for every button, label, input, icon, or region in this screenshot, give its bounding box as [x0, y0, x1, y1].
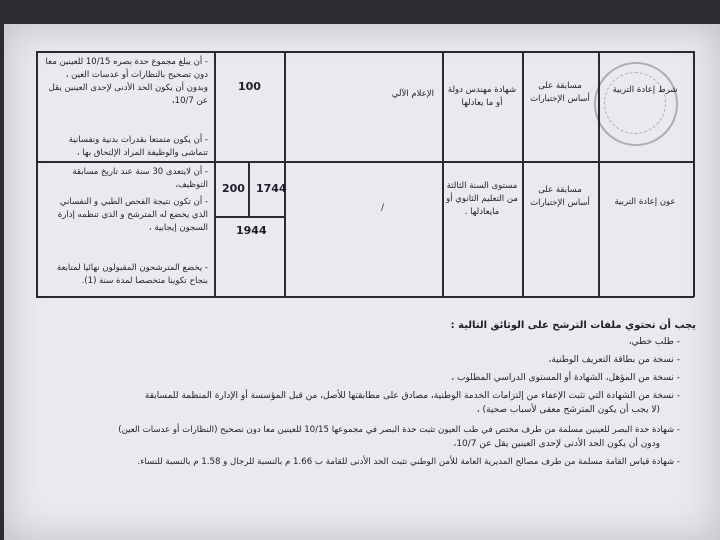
docs-item: (لا يجب أن يكون المترشح معفى لأسباب صحية) ، [476, 405, 660, 415]
docs-item: - طلب خطي، [628, 337, 680, 347]
table-col-line [442, 51, 444, 297]
row1-specialty: الإعلام الآلي [391, 89, 434, 99]
row2-count-a: 1744 [256, 182, 287, 195]
row1-condition: - أن يكون متمتعا بقدرات بدنية ونفسانية تتماشى والوظيفة المراد الإلتحاق بها ، [68, 135, 208, 158]
row2-diploma: مستوى السنة الثالثة من التعليم الثانوي أو مايعادلها . [446, 181, 518, 217]
table-border-mid [36, 161, 694, 163]
row1-count: 100 [238, 80, 261, 93]
docs-item: - نسخة من بطاقة التعريف الوطنية، [548, 355, 680, 365]
table-border-bottom [36, 296, 694, 298]
document-page [4, 24, 720, 540]
row2-specialty: / [381, 203, 384, 213]
row2-mode: مسابقة على أساس الإختبارات [530, 185, 590, 208]
docs-item: ودون أن يكون الحد الأدنى لإحدى العينين يقل عن 10/7، [453, 439, 660, 449]
row1-rank: شرط إعادة التربية [612, 85, 678, 95]
count-split-vertical [248, 161, 250, 217]
row2-condition: - يخضع المترشحون المقبولون نهائيا لمتابعة بنجاح تكوينا متخصصا لمدة سنة (1). [56, 263, 208, 286]
row2-count-b: 200 [222, 182, 245, 195]
row1-diploma: شهادة مهندس دولة أو ما يعادلها [447, 85, 517, 108]
total-count: 1944 [236, 224, 267, 237]
docs-item: - نسخة من المؤهل، الشهادة أو المستوى الدراسي المطلوب ، [451, 373, 680, 383]
table-border-left [36, 51, 38, 297]
table-col-line [284, 51, 286, 297]
table-border-right [693, 51, 695, 297]
official-stamp [594, 62, 678, 146]
docs-heading: يجب أن تحتوي ملفات الترشح على الوثائق التالية : [450, 320, 696, 331]
table-col-line [214, 51, 216, 297]
row1-mode: مسابقة على أساس الإختبارات [530, 81, 590, 104]
docs-item: - شهادة قياس القامة مسلمة من طرف مصالح المديرية العامة للأمن الوطني تثبت الحد الأدنى للقامة ب 1.66 م بالنسبة للرجال و 1.58 م بالنسبة للنساء. [137, 457, 680, 467]
row1-condition: - أن يبلغ مجموع حدة بصره 10/15 للعينين معا دون تصحيح بالنظارات أو عدسات العين ، وبدون أن يكون الحد الأدنى لإحدى العينين يقل عن 10/7، [45, 57, 208, 106]
table-border-top [36, 51, 694, 53]
row2-condition: - أن تكون نتيجة الفحص الطبي و النفساني الذي يخضع له المترشح و الذي تنظمه إدارة السجون إيجابية ، [57, 197, 208, 233]
row2-condition: - أن لايتعدى 30 سنة عند تاريخ مسابقة التوظيف، [72, 167, 208, 190]
table-col-line [522, 51, 524, 297]
docs-item: - نسخة من الشهادة التي تثبت الإعفاء من إلتزامات الخدمة الوطنية، مصادق على مطابقتها للأصل، من قبل المؤسسة أو الإدارة المنظمة للمسابقة [144, 391, 680, 401]
row2-rank: عون إعادة التربية [614, 197, 676, 207]
docs-item: - شهادة حدة البصر للعينين مسلمة من طرف مختص في طب العيون تثبت حدة البصر في مجموعها 10/15 للعينين معا دون تصحيح (النظارات أو عدسات العين) [118, 425, 680, 435]
